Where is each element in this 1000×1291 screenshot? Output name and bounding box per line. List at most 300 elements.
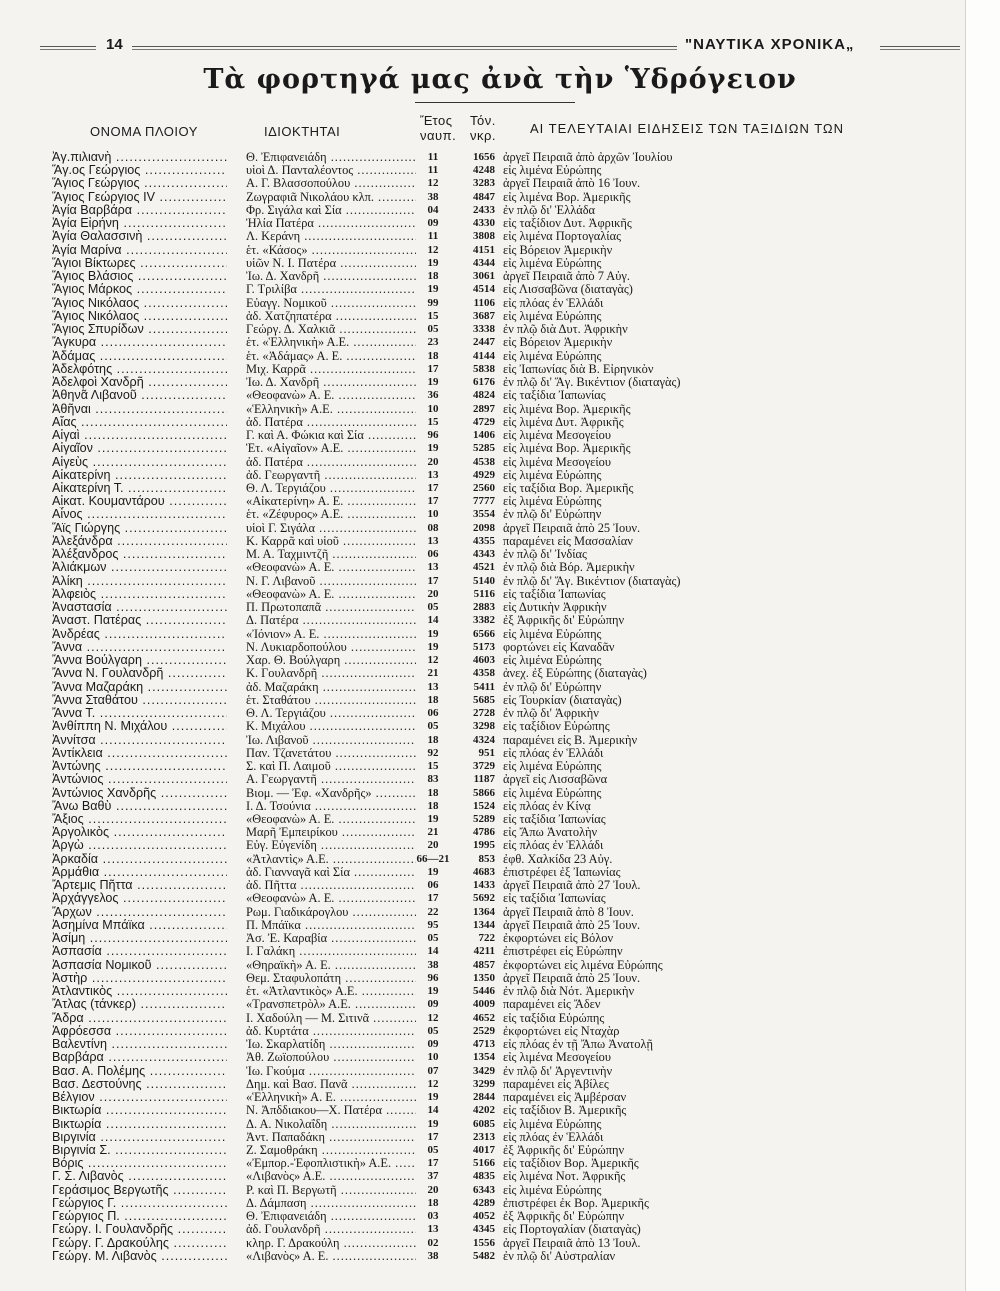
owner-name: κληρ. Γ. Δρακούλη ..... [246, 1236, 416, 1250]
tonnage: 4009 [473, 998, 495, 1011]
ship-name: Ἄννα ..... [52, 640, 227, 654]
build-year: 11 [427, 151, 439, 163]
build-year: 18 [427, 693, 439, 706]
owner-name: «Ἰόνιον» Α. Ε. ..... [246, 627, 416, 641]
tonnage: 4713 [473, 1038, 495, 1051]
latest-news: ἀργεῖ Πειραιᾶ ἀπὸ ἀρχῶν Ἰουλίου [503, 150, 673, 164]
tonnage: 1106 [473, 296, 495, 309]
table-row [0, 296, 1000, 310]
latest-news: εἰς λιμένα Εὐρώπης [503, 163, 602, 178]
table-row [0, 1196, 1000, 1210]
table-row [0, 1103, 1000, 1117]
owner-name: Γεώργ. Δ. Χαλκιᾶ ..... [246, 322, 416, 336]
ship-name: Ἄγκυρα ..... [52, 335, 227, 349]
tonnage: 1656 [473, 151, 495, 163]
owner-name: «Ἑλληνικὴ» Α.Ε. ..... [246, 402, 416, 416]
owner-name: Ι. Δ. Τσούνια ..... [246, 799, 416, 813]
tonnage: 5446 [473, 985, 495, 998]
ship-name: Ἀναστασία ..... [52, 600, 227, 614]
table-row [0, 335, 1000, 349]
ship-name: Ἀτλαντικὸς ..... [52, 984, 227, 998]
latest-news: εἰς λιμένα Εὐρώπης [503, 653, 602, 668]
table-row [0, 190, 1000, 204]
build-year: 18 [427, 1196, 439, 1209]
latest-news: παραμένει εἰς Ἀμβέρσαν [503, 1090, 627, 1105]
owner-name: Ἀντ. Παπαδάκη ..... [246, 1130, 416, 1144]
tonnage: 4538 [473, 455, 495, 468]
latest-news: εἰς Τουρκίαν (διαταγὰς) [503, 692, 622, 707]
table-row [0, 931, 1000, 945]
table-row [0, 163, 1000, 177]
build-year: 04 [427, 203, 439, 216]
tonnage: 4824 [473, 389, 495, 402]
ship-name: Ἄννα Ν. Γουλανδρῆ ..... [52, 666, 227, 680]
owner-name: «Ἐμπορ.-Ἐφοπλιστικὴ» Α.Ε. ..... [246, 1156, 416, 1170]
latest-news: φορτώνει εἰς Καναδᾶν [503, 639, 615, 654]
table-row [0, 984, 1000, 998]
owner-name: Ἰω. Λιβανοῦ ..... [246, 733, 416, 747]
tonnage: 4330 [473, 217, 495, 230]
ship-name: Ἀσημίνα Μπάϊκα ..... [52, 918, 227, 932]
tonnage: 3808 [473, 230, 495, 243]
table-row [0, 507, 1000, 521]
latest-news: εἰς Ἰαπωνίας διὰ Β. Εἰρηνικὸν [503, 361, 654, 376]
tonnage: 5866 [473, 786, 495, 799]
table-row [0, 1209, 1000, 1223]
page-number: 14 [106, 36, 123, 53]
latest-news: ἐν πλῷ δι' Εὐρώπην [503, 507, 602, 522]
tonnage: 1556 [473, 1236, 495, 1249]
owner-name: Μαρῆ Ἐμπειρίκου ..... [246, 825, 416, 839]
table-row [0, 216, 1000, 230]
tonnage: 3338 [473, 323, 495, 336]
ship-name: Γεώργ. Γ. Δρακούλης ..... [52, 1236, 227, 1250]
build-year: 66—21 [416, 852, 450, 865]
table-row [0, 891, 1000, 905]
owner-name: Θ. Λ. Τεργιάζου ..... [246, 706, 416, 720]
owner-name: Ζ. Σαμοθράκη ..... [246, 1143, 416, 1157]
owner-name: Σ. καὶ Π. Λαιμοῦ ..... [246, 759, 416, 773]
ship-name: Ἅγιος Νικόλαος ..... [52, 309, 227, 323]
build-year: 05 [427, 1144, 439, 1156]
build-year: 13 [427, 561, 439, 574]
table-row [0, 494, 1000, 508]
table-row [0, 176, 1000, 190]
ship-name: Ἅϊς Γιώργης ..... [52, 521, 227, 535]
tonnage: 4683 [473, 865, 495, 878]
latest-news: ἀνεχ. ἐξ Εὐρώπης (διαταγὰς) [503, 666, 647, 681]
tonnage: 7777 [473, 495, 495, 508]
owner-name: ἑτ. Σταθάτου ..... [246, 693, 416, 707]
tonnage: 5692 [473, 892, 495, 905]
latest-news: ἐξ Ἀφρικῆς δι' Εὐρώπην [503, 1143, 625, 1157]
table-row [0, 1156, 1000, 1170]
ship-name: Ἀσπασία Νομικοῦ ..... [52, 958, 227, 972]
owner-name: ἀδ. Πῆττα ..... [246, 878, 416, 892]
tonnage: 2529 [473, 1024, 495, 1037]
latest-news: ἀργεῖ εἰς Λισσαβῶνα [503, 772, 608, 787]
build-year: 15 [427, 760, 439, 773]
tonnage: 2098 [473, 521, 495, 534]
tonnage: 4343 [473, 548, 495, 561]
build-year: 17 [427, 362, 439, 375]
build-year: 07 [427, 1064, 439, 1077]
build-year: 17 [427, 482, 439, 494]
tonnage: 4017 [473, 1144, 495, 1156]
owner-name: Χαρ. Θ. Βούλγαρη ..... [246, 653, 416, 667]
build-year: 96 [427, 971, 439, 984]
ship-name: Ἀνθίππη Ν. Μιχάλου ..... [52, 719, 227, 733]
build-year: 20 [427, 455, 439, 468]
tonnage: 853 [478, 852, 495, 865]
ship-name: Αἰγεὺς ..... [52, 455, 227, 469]
build-year: 36 [427, 389, 439, 402]
build-year: 18 [427, 349, 439, 362]
latest-news: εἰς λιμένα Νοτ. Ἀφρικῆς [503, 1169, 626, 1184]
table-row [0, 719, 1000, 733]
owner-name: Ζωγραφιᾶ Νικολάου κλπ. ..... [246, 190, 416, 204]
ship-name: Ἄρτεμις Πῆττα ..... [52, 878, 227, 892]
build-year: 13 [427, 680, 439, 693]
table-row [0, 1011, 1000, 1025]
ship-name: Ἄννα Βούλγαρη ..... [52, 653, 227, 667]
owner-name: Α. Γ. Βλασσοπούλου ..... [246, 176, 416, 190]
build-year: 38 [427, 1249, 439, 1262]
build-year: 21 [427, 667, 439, 680]
ship-name: Βικτωρία ..... [52, 1103, 227, 1117]
table-row [0, 521, 1000, 535]
build-year: 09 [427, 217, 439, 230]
build-year: 18 [427, 270, 439, 283]
latest-news: εἰς λιμένα Μεσογείου [503, 428, 611, 443]
tonnage: 4144 [473, 349, 495, 362]
latest-news: εἰς πλόας ἐν Ἑλλάδι [503, 295, 604, 310]
build-year: 05 [427, 720, 439, 733]
owner-name: Ν. Γ. Λιβανοῦ ..... [246, 574, 416, 588]
build-year: 12 [427, 1011, 439, 1024]
owner-name: «Ἑλληνικὴ» Α. Ε. ..... [246, 1090, 416, 1104]
latest-news: ἐκφορτώνει εἰς Βόλον [503, 931, 614, 946]
latest-news: εἰς λιμένα Εὐρώπης [503, 759, 602, 774]
table-row [0, 613, 1000, 627]
ship-name: Αἰκατερίνη Τ. ..... [52, 481, 227, 495]
tonnage: 4847 [473, 190, 495, 203]
ship-name: Βαλεντίνη ..... [52, 1037, 227, 1051]
tonnage: 5116 [473, 587, 495, 600]
ship-name: Βέλγιον ..... [52, 1090, 227, 1104]
build-year: 95 [427, 918, 439, 931]
table-row [0, 455, 1000, 469]
build-year: 17 [427, 1130, 439, 1143]
tonnage: 4211 [473, 945, 495, 958]
latest-news: εἰς λιμένα Μεσογείου [503, 1050, 611, 1065]
latest-news: εἰς λιμένα Βορ. Ἀμερικῆς [503, 441, 631, 456]
tonnage: 4324 [473, 733, 495, 746]
latest-news: ἀργεῖ Πειραιᾶ ἀπὸ 16 Ἰουν. [503, 176, 641, 191]
tonnage: 4652 [473, 1011, 495, 1024]
owner-name: ἀδ. Γεωργαντῆ ..... [246, 468, 416, 482]
owner-name: «Θεοφανὼ» Α. Ε. ..... [246, 812, 416, 826]
latest-news: εἰς λιμένα Πορτογαλίας [503, 229, 621, 244]
column-header-year-1: Ἔτος [420, 113, 453, 128]
owner-name: Ἰω. Δ. Χανδρῆ ..... [246, 269, 416, 283]
build-year: 05 [427, 323, 439, 336]
tonnage: 4151 [473, 243, 495, 256]
journal-title: "ΝΑΥΤΙΚΑ ΧΡΟΝΙΚΑ„ [685, 36, 855, 53]
tonnage: 4345 [473, 1223, 495, 1236]
ship-name: Ἀσπασία ..... [52, 944, 227, 958]
tonnage: 3299 [473, 1077, 495, 1090]
latest-news: ἐν πλῷ διὰ Νότ. Ἀμερικὴν [503, 984, 635, 999]
tonnage: 3298 [473, 720, 495, 733]
owner-name: «Τρανσπετρὸλ» Α.Ε. ..... [246, 997, 416, 1011]
table-row [0, 309, 1000, 323]
build-year: 38 [427, 190, 439, 203]
table-row [0, 375, 1000, 389]
table-row [0, 905, 1000, 919]
latest-news: ἐν πλῷ διὰ Βόρ. Ἀμερικὴν [503, 560, 635, 575]
owner-name: «Θεοφανὼ» Α. Ε. ..... [246, 587, 416, 601]
owner-name: ἀδ. Πατέρα ..... [246, 455, 416, 469]
table-row [0, 1090, 1000, 1104]
table-row [0, 1117, 1000, 1131]
tonnage: 1350 [473, 971, 495, 984]
table-row [0, 812, 1000, 826]
running-header [40, 36, 960, 56]
build-year: 10 [427, 508, 439, 521]
tonnage: 6566 [473, 627, 495, 640]
latest-news: ἐφθ. Χαλκίδα 23 Αὐγ. [503, 851, 613, 866]
table-row [0, 878, 1000, 892]
table-row [0, 349, 1000, 363]
owner-name: Θ. Ἐπιφανειάδη ..... [246, 150, 416, 164]
owner-name: Κ. Καρρᾶ καὶ υἱοῦ ..... [246, 534, 416, 548]
ship-name: Ἅγιος Γεώργιος IV ..... [52, 190, 227, 204]
tonnage: 4355 [473, 534, 495, 547]
ship-name: Ἀννίτσα ..... [52, 733, 227, 747]
owner-name: «Θεοφανὼ» Α. Ε. ..... [246, 388, 416, 402]
latest-news: εἰς λιμένα Εὐρώπης [503, 308, 602, 323]
owner-name: Ἀσ. Ἐ. Καραβία ..... [246, 931, 416, 945]
table-row [0, 269, 1000, 283]
latest-news: εἰς Λισσαβῶνα (διαταγὰς) [503, 282, 633, 297]
owner-name: Εὐγ. Εὐγενίδη ..... [246, 838, 416, 852]
owner-name: Εὐαγγ. Νομικοῦ ..... [246, 296, 416, 310]
ship-name: Ἅγιοι Βίκτωρες ..... [52, 256, 227, 270]
header-rule-right [880, 46, 960, 50]
latest-news: εἰς ταξίδιον Δυτ. Ἀφρικῆς [503, 216, 632, 231]
ship-name: Ἀθηνᾶ Λιβανοῦ ..... [52, 388, 227, 402]
table-row [0, 547, 1000, 561]
ship-name: Ἀργολικὸς ..... [52, 825, 227, 839]
owner-name: Κ. Μιχάλου ..... [246, 719, 416, 733]
owner-name: Ἰω. Σκαρλατίδη ..... [246, 1037, 416, 1051]
tonnage: 5838 [473, 362, 495, 375]
ship-name: Ἀσίμη ..... [52, 931, 227, 945]
table-row [0, 1143, 1000, 1157]
tonnage: 3729 [473, 760, 495, 773]
tonnage: 2728 [473, 707, 495, 720]
build-year: 20 [427, 1183, 439, 1196]
table-row [0, 534, 1000, 548]
owner-name: ἑτ. «Ἀτλαντικὸς» Α.Ε. ..... [246, 984, 416, 998]
tonnage: 5482 [473, 1249, 495, 1262]
latest-news: εἰς Βόρειον Ἀμερικὴν [503, 335, 613, 350]
tonnage: 6176 [473, 376, 495, 389]
latest-news: παραμένει εἰς Ἀβίλες [503, 1076, 609, 1091]
latest-news: εἰς λιμένα Εὐρώπης [503, 1116, 602, 1131]
build-year: 19 [427, 376, 439, 389]
latest-news: ἀργεῖ Πειραιᾶ ἀπὸ 27 Ἰουλ. [503, 878, 641, 893]
table-row [0, 746, 1000, 760]
owner-name: Παν. Τζανετάτου ..... [246, 746, 416, 760]
build-year: 20 [427, 839, 439, 852]
latest-news: εἰς Βόρειον Ἀμερικὴν [503, 242, 613, 257]
owner-name: Ρ. καὶ Π. Βεργωτῆ ..... [246, 1183, 416, 1197]
tonnage: 4857 [473, 958, 495, 971]
owner-name: Γ. Τριλίβα ..... [246, 282, 416, 296]
latest-news: εἰς πλόας ἐν τῇ Ἄπω Ἀνατολῇ [503, 1037, 653, 1052]
build-year: 19 [427, 283, 439, 296]
table-row [0, 362, 1000, 376]
latest-news: εἰς ταξίδια Ἰαπωνίας [503, 812, 606, 826]
build-year: 05 [427, 1024, 439, 1037]
tonnage: 5411 [473, 680, 495, 693]
tonnage: 4052 [473, 1210, 495, 1223]
build-year: 92 [427, 746, 439, 759]
table-row [0, 971, 1000, 985]
owner-name: Π. Πρωτοπαπᾶ ..... [246, 600, 416, 614]
tonnage: 5289 [473, 813, 495, 825]
tonnage: 1344 [473, 918, 495, 931]
table-row [0, 243, 1000, 257]
ship-name: Ἄννα Τ. ..... [52, 706, 227, 720]
owner-name: Κ. Γουλανδρῆ ..... [246, 666, 416, 680]
build-year: 22 [427, 905, 439, 918]
ship-name: Ἅγ.ος Γεώργιος ..... [52, 163, 227, 177]
tonnage: 4514 [473, 283, 495, 296]
table-row [0, 468, 1000, 482]
table-row [0, 229, 1000, 243]
ship-name: Γεώργ. Ι. Γουλανδρῆς ..... [52, 1222, 227, 1236]
ship-name: Ἀντώνιος Χανδρῆς ..... [52, 786, 227, 800]
build-year: 19 [427, 1091, 439, 1104]
latest-news: εἰς λιμένα Εὐρώπης [503, 1182, 602, 1197]
tonnage: 4358 [473, 667, 495, 680]
tonnage: 4248 [473, 164, 495, 177]
tonnage: 2844 [473, 1091, 495, 1104]
owner-name: Θ. Ἐπιφανειάδη ..... [246, 1209, 416, 1223]
tonnage: 2447 [473, 336, 495, 349]
owner-name: ἀδ. Γουλανδρῆ ..... [246, 1222, 416, 1236]
tonnage: 3554 [473, 508, 495, 521]
tonnage: 3061 [473, 270, 495, 283]
latest-news: παραμένει εἰς Β. Ἀμερικὴν [503, 732, 638, 747]
table-row [0, 627, 1000, 641]
latest-news: εἰς Πορτογαλίαν (διαταγὰς) [503, 1222, 641, 1237]
owner-name: ἀδ. Μαζαράκη ..... [246, 680, 416, 694]
ship-name: Ἁγία Βαρβάρα ..... [52, 203, 227, 217]
latest-news: ἐξ Ἀφρικῆς δι' Εὐρώπην [503, 613, 625, 628]
owner-name: «Θεοφανὼ» Α. Ε. ..... [246, 560, 416, 574]
owner-name: Ρωμ. Γιαδικάρογλου ..... [246, 905, 416, 919]
build-year: 18 [427, 799, 439, 812]
build-year: 37 [427, 1170, 439, 1183]
owner-name: ἀδ. Κυρτάτα ..... [246, 1024, 416, 1038]
latest-news: ἐξ Ἀφρικῆς δι' Εὐρώπην [503, 1209, 625, 1224]
ship-name: Ἅγιος Μάρκος ..... [52, 282, 227, 296]
table-row [0, 693, 1000, 707]
ship-name: Αἰκατερίνη ..... [52, 468, 227, 482]
tonnage: 5285 [473, 442, 495, 455]
ship-name: Ἀντώνιος ..... [52, 772, 227, 786]
ship-name: Ἀλεξάνδρα ..... [52, 534, 227, 548]
build-year: 15 [427, 309, 439, 322]
build-year: 13 [427, 468, 439, 481]
latest-news: ἐκφορτώνει εἰς Νταχὰρ [503, 1023, 620, 1038]
owner-name: Δημ. καὶ Βασ. Πανᾶ ..... [246, 1077, 416, 1091]
ship-name: Ἀρκαδία ..... [52, 852, 227, 866]
latest-news: εἰς λιμένα Βορ. Ἀμερικῆς [503, 401, 631, 416]
ship-name: Ἀντώνης ..... [52, 759, 227, 773]
tonnage: 1433 [473, 879, 495, 892]
table-row [0, 733, 1000, 747]
latest-news: εἰς πλόας ἐν Ἑλλάδι [503, 1129, 604, 1144]
owner-name: Θεμ. Σταφυλοπάτη ..... [246, 971, 416, 985]
table-row [0, 415, 1000, 429]
latest-news: ἐν πλῷ δι' Ἅγ. Βικέντιον (διαταγὰς) [503, 375, 681, 390]
build-year: 19 [427, 813, 439, 825]
ship-name: Γεράσιμος Βεργωτῆς ..... [52, 1183, 227, 1197]
tonnage: 1354 [473, 1051, 495, 1064]
latest-news: ἐκφορτώνει εἰς λιμένα Εὐρώπης [503, 957, 663, 972]
owner-name: Λ. Κεράνη ..... [246, 229, 416, 243]
build-year: 99 [427, 296, 439, 309]
ship-name: Ἀργὼ ..... [52, 838, 227, 852]
owner-name: Δ. Πατέρα ..... [246, 613, 416, 627]
latest-news: εἰς λιμένα Εὐρώπης [503, 494, 602, 509]
table-row [0, 1024, 1000, 1038]
table-row [0, 560, 1000, 574]
ship-name: Ἀλίκη ..... [52, 574, 227, 588]
latest-news: ἀργεῖ Πειραιᾶ ἀπὸ 7 Αὐγ. [503, 269, 630, 284]
latest-news: εἰς ταξίδια Ἰαπωνίας [503, 586, 606, 601]
latest-news: εἰς λιμένα Μεσογείου [503, 454, 611, 469]
column-header-owner: ΙΔΙΟΚΤΗΤΑΙ [264, 124, 341, 139]
tonnage: 2897 [473, 402, 495, 415]
latest-news: ἀργεῖ Πειραιᾶ ἀπὸ 25 Ἰουν. [503, 520, 641, 535]
tonnage: 4289 [473, 1196, 495, 1209]
ship-name: Αἰγαὶ ..... [52, 428, 227, 442]
tonnage: 722 [478, 932, 495, 945]
table-row [0, 1130, 1000, 1144]
table-row [0, 680, 1000, 694]
owner-name: Θ. Λ. Τεργιάζου ..... [246, 481, 416, 495]
table-row [0, 1169, 1000, 1183]
build-year: 19 [427, 1117, 439, 1130]
owner-name: Ἠλία Πατέρα ..... [246, 216, 416, 230]
ship-name: Ἀλιάκμων ..... [52, 560, 227, 574]
column-header-tons-2: νκρ. [470, 128, 497, 143]
owner-name: «Αἰκατερίνη» Α. Ε. ..... [246, 494, 416, 508]
ship-name: Βόρις ..... [52, 1156, 227, 1170]
table-row [0, 1037, 1000, 1051]
owner-name: «Θηραϊκὴ» Α. Ε. ..... [246, 958, 416, 972]
column-header-name: ΟΝΟΜΑ ΠΛΟΙΟΥ [90, 124, 198, 139]
latest-news: εἰς λιμένα Δυτ. Ἀφρικῆς [503, 414, 624, 429]
table-row [0, 653, 1000, 667]
tonnage: 4729 [473, 415, 495, 428]
